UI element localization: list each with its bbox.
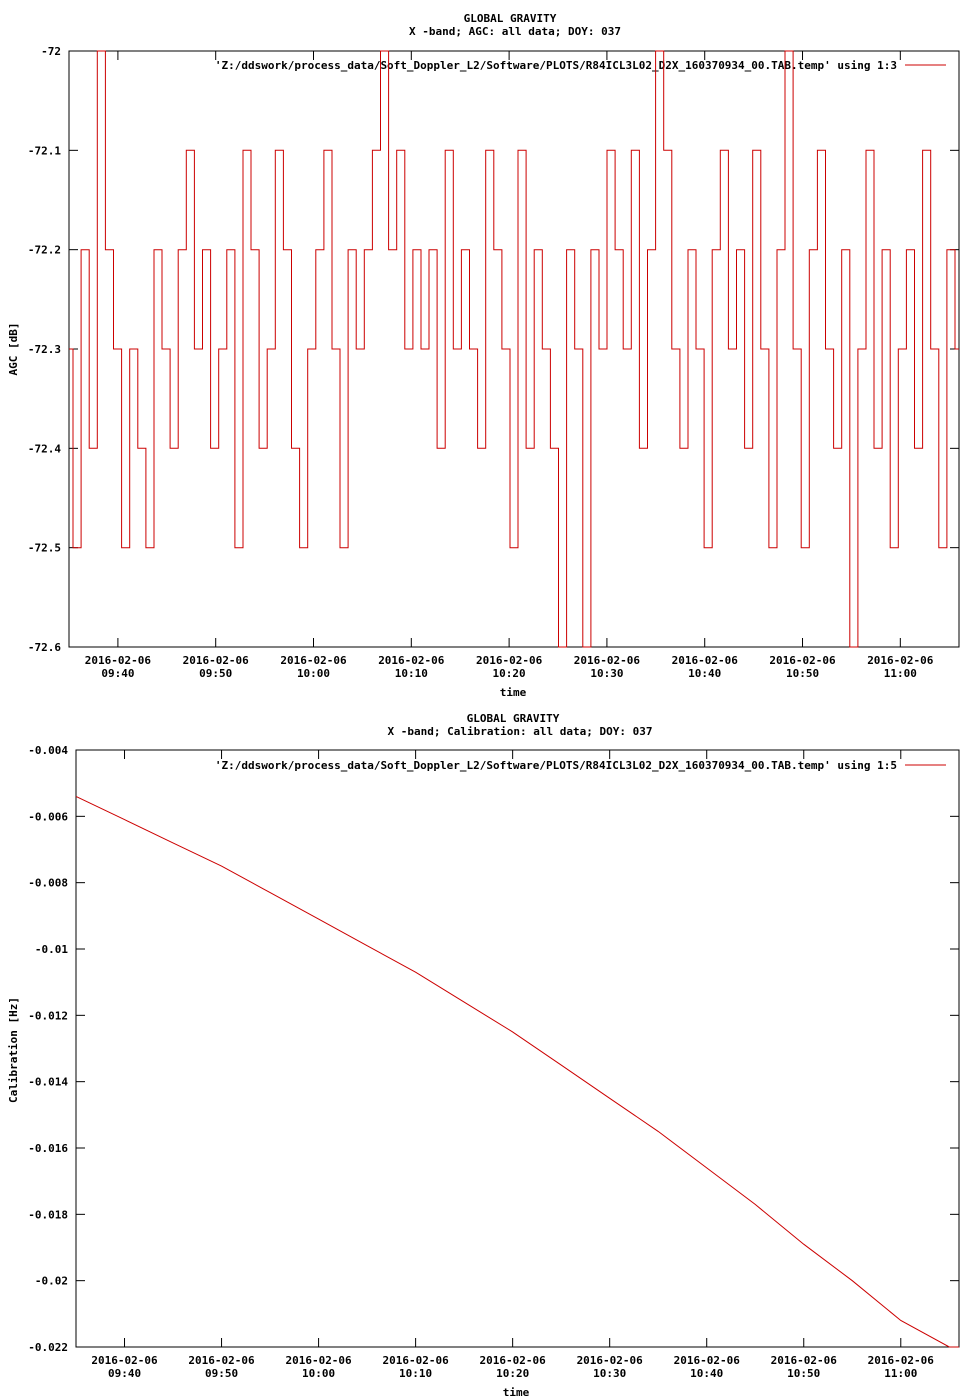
x-tick-time: 10:20	[496, 1367, 530, 1380]
agc-ylabel: AGC [dB]	[7, 322, 20, 376]
x-tick-time: 10:40	[690, 1367, 724, 1380]
x-tick-time: 10:10	[394, 667, 428, 680]
x-tick-time: 10:50	[785, 667, 820, 680]
x-tick-time: 09:50	[204, 1367, 239, 1380]
x-tick-date: 2016-02-06	[280, 654, 347, 667]
x-tick-time: 10:10	[399, 1367, 433, 1380]
x-tick-date: 2016-02-06	[475, 654, 543, 667]
x-tick-date: 2016-02-06	[671, 654, 738, 667]
agc-title: GLOBAL GRAVITY	[463, 12, 557, 25]
cal-x-ticks	[91, 750, 934, 1380]
y-tick-label: -0.008	[28, 876, 68, 890]
cal-title: GLOBAL GRAVITY	[466, 712, 560, 725]
x-tick-date: 2016-02-06	[84, 654, 152, 667]
x-tick-time: 10:30	[593, 1367, 627, 1380]
x-tick-time: 10:50	[787, 1367, 821, 1380]
agc-series	[69, 51, 959, 647]
agc-xlabel: time	[499, 686, 527, 699]
x-tick-date: 2016-02-06	[769, 654, 836, 667]
agc-line	[69, 51, 959, 647]
y-tick-label: -0.016	[28, 1142, 68, 1155]
cal-ylabel: Calibration [Hz]	[7, 997, 20, 1103]
y-tick-label: -72.4	[27, 442, 61, 456]
x-tick-time: 10:00	[302, 1367, 336, 1380]
y-tick-label: -0.014	[28, 1075, 68, 1089]
x-tick-time: 11:00	[883, 667, 917, 680]
y-tick-label: -0.012	[28, 1009, 68, 1023]
x-tick-date: 2016-02-06	[673, 1354, 740, 1367]
x-tick-date: 2016-02-06	[182, 654, 249, 667]
x-tick-date: 2016-02-06	[576, 1354, 643, 1367]
x-tick-time: 10:40	[688, 667, 722, 680]
y-tick-label: -0.018	[28, 1208, 68, 1222]
y-tick-label: -0.022	[28, 1341, 68, 1354]
x-tick-time: 09:50	[199, 667, 233, 680]
agc-legend-label: 'Z:/ddswork/process_data/Soft_Doppler_L2/Software/PLOTS/R84ICL3L02_D2X_160370934_00.TAB.temp' using 1:3	[214, 59, 897, 72]
x-tick-time: 10:30	[590, 667, 624, 680]
agc-subtitle: X -band; AGC: all data; DOY: 037	[409, 25, 621, 38]
x-tick-date: 2016-02-06	[770, 1354, 837, 1367]
cal-series	[76, 796, 959, 1347]
x-tick-time: 11:00	[884, 1367, 918, 1380]
x-tick-time: 10:00	[296, 667, 331, 680]
x-tick-date: 2016-02-06	[285, 1354, 352, 1367]
cal-xlabel: time	[502, 1386, 530, 1399]
y-tick-label: -72.3	[27, 343, 61, 356]
y-tick-label: -72.5	[27, 541, 61, 555]
y-tick-label: -0.02	[34, 1274, 68, 1288]
x-tick-time: 09:40	[101, 667, 135, 680]
cal-chart	[7, 712, 959, 1399]
x-tick-date: 2016-02-06	[382, 1354, 449, 1367]
x-tick-time: 10:20	[492, 667, 526, 680]
y-tick-label: -72	[41, 45, 61, 58]
cal-subtitle: X -band; Calibration: all data; DOY: 037	[387, 725, 653, 738]
y-tick-label: -0.01	[34, 943, 68, 956]
calibration-line	[76, 796, 959, 1347]
x-tick-time: 09:40	[107, 1367, 142, 1380]
cal-y-ticks	[28, 744, 959, 1354]
x-tick-date: 2016-02-06	[867, 654, 934, 667]
x-tick-date: 2016-02-06	[378, 654, 445, 667]
agc-x-ticks	[85, 51, 934, 680]
y-tick-label: -0.004	[28, 744, 68, 757]
x-tick-date: 2016-02-06	[573, 654, 641, 667]
y-tick-label: -72.2	[27, 243, 61, 257]
y-tick-label: -0.006	[28, 810, 68, 824]
x-tick-date: 2016-02-06	[867, 1354, 934, 1367]
cal-plot-frame	[76, 750, 959, 1347]
x-tick-date: 2016-02-06	[479, 1354, 546, 1367]
x-tick-date: 2016-02-06	[91, 1354, 158, 1367]
x-tick-date: 2016-02-06	[188, 1354, 255, 1367]
y-tick-label: -72.6	[27, 641, 61, 654]
cal-legend-label: 'Z:/ddswork/process_data/Soft_Doppler_L2/Software/PLOTS/R84ICL3L02_D2X_160370934_00.TAB.temp' using 1:5	[214, 759, 897, 772]
y-tick-label: -72.1	[27, 144, 61, 158]
agc-chart	[7, 12, 959, 699]
